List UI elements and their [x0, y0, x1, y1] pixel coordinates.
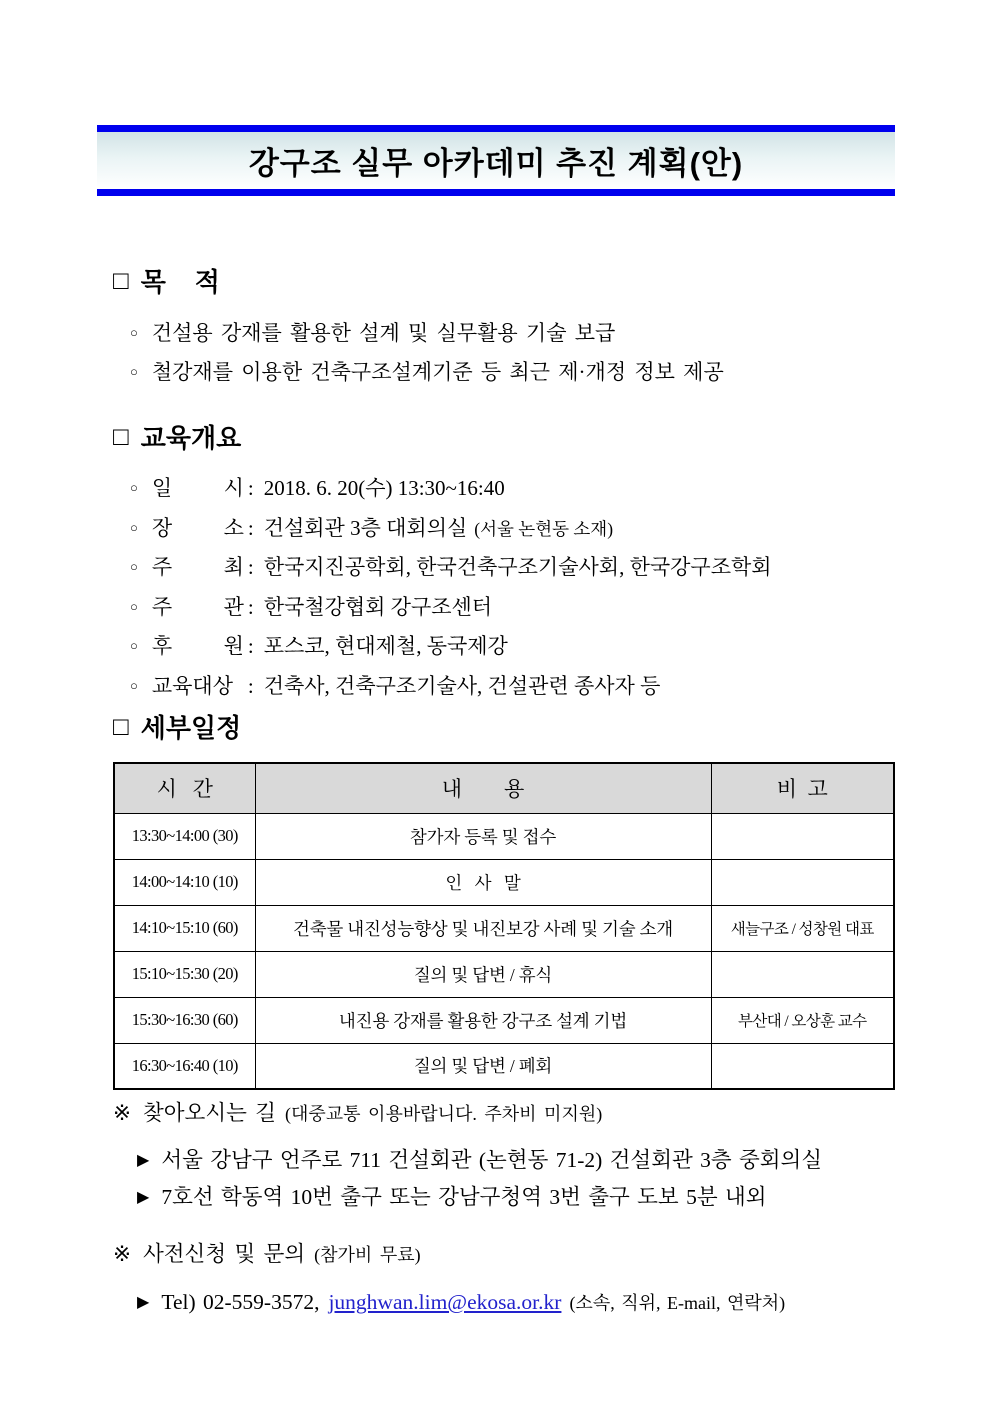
purpose-bullet-2-text: 철강재를 이용한 건축구조설계기준 등 최근 제·개정 정보 제공	[151, 360, 724, 384]
contact-tel-text: Tel) 02-559-3572,	[161, 1290, 320, 1314]
overview-heading	[113, 418, 895, 455]
label-separator: :	[247, 634, 254, 658]
directions-heading-label: 찾아오시는 길	[143, 1101, 277, 1125]
schedule-content: 참가자 등록 및 접수	[255, 813, 711, 859]
contact-heading	[113, 1237, 895, 1268]
email-link[interactable]: junghwan.lim@ekosa.or.kr	[328, 1290, 562, 1314]
purpose-heading-label: 목 적	[140, 267, 220, 297]
label-separator: :	[247, 673, 254, 698]
schedule-time: 15:30~16:30 (60)	[114, 997, 255, 1043]
purpose-bullet-1-text: 건설용 강재를 활용한 설계 및 실무활용 기술 보급	[151, 321, 616, 345]
square-bullet-icon: □	[113, 710, 129, 741]
schedule-time: 16:30~16:40 (10)	[114, 1043, 255, 1089]
schedule-note	[711, 859, 894, 905]
table-row	[114, 951, 894, 997]
title-banner	[97, 125, 895, 196]
circle-bullet-icon: ○	[130, 480, 138, 495]
table-row	[114, 997, 894, 1043]
contact-suffix-note: (소속, 직위, E-mail, 연락처)	[569, 1293, 786, 1313]
schedule-note: 부산대 / 오상훈 교수	[711, 997, 894, 1043]
table-row	[114, 1043, 894, 1089]
section-schedule	[113, 708, 895, 1090]
table-row	[114, 905, 894, 951]
schedule-time: 14:00~14:10 (10)	[114, 859, 255, 905]
column-header-time: 시 간	[114, 763, 255, 813]
schedule-note	[711, 1043, 894, 1089]
section-contact	[113, 1237, 895, 1315]
table-row	[114, 813, 894, 859]
overview-value-note: (서울 논현동 소재)	[474, 518, 614, 539]
schedule-table	[113, 762, 895, 1090]
overview-value: 한국철강협회 강구조센터	[263, 594, 493, 619]
schedule-note: 새늘구조 / 성창원 대표	[711, 905, 894, 951]
schedule-time: 13:30~14:00 (30)	[114, 813, 255, 859]
overview-item-datetime	[113, 470, 895, 510]
purpose-heading	[113, 262, 895, 299]
directions-address-text: 서울 강남구 언주로 711 건설회관 (논현동 71-2) 건설회관 3층 중회의실	[161, 1148, 823, 1172]
overview-label: 주 최	[151, 555, 244, 579]
schedule-heading	[113, 708, 895, 745]
overview-value: 2018. 6. 20(수) 13:30~16:40	[263, 476, 505, 500]
directions-subway-text: 7호선 학동역 10번 출구 또는 강남구청역 3번 출구 도보 5분 내외	[161, 1185, 767, 1209]
circle-bullet-icon: ○	[130, 677, 138, 693]
contact-tel-line	[113, 1289, 895, 1315]
overview-item-sponsor	[113, 628, 895, 668]
circle-bullet-icon: ○	[130, 519, 138, 535]
circle-bullet-icon: ○	[130, 559, 138, 574]
circle-bullet-icon: ○	[130, 638, 138, 653]
overview-label: 교육대상	[151, 673, 234, 698]
schedule-content: 건축물 내진성능향상 및 내진보강 사례 및 기술 소개	[255, 905, 711, 951]
schedule-heading-label: 세부일정	[140, 713, 242, 743]
section-directions	[113, 1096, 895, 1211]
section-overview	[113, 418, 895, 707]
overview-item-venue	[113, 510, 895, 550]
column-header-note: 비 고	[711, 763, 894, 813]
purpose-bullet-1	[113, 315, 895, 354]
overview-item-host	[113, 549, 895, 589]
page-title: 강구조 실무 아카데미 추진 계획(안)	[248, 146, 744, 181]
directions-heading-note: (대중교통 이용바랍니다. 주차비 미지원)	[285, 1104, 603, 1124]
contact-heading-note: (참가비 무료)	[314, 1245, 421, 1265]
square-bullet-icon: □	[113, 420, 129, 451]
reference-mark-icon: ※	[113, 1101, 132, 1125]
triangle-bullet-icon: ▶	[137, 1152, 150, 1169]
overview-value: 건축사, 건축구조기술사, 건설관련 종사자 등	[263, 673, 661, 698]
directions-heading	[113, 1096, 895, 1127]
overview-label: 장 소	[151, 515, 244, 540]
label-separator: :	[247, 476, 254, 500]
overview-value: 포스코, 현대제철, 동국제강	[263, 634, 508, 658]
column-header-content: 내 용	[255, 763, 711, 813]
schedule-content: 질의 및 답변 / 폐회	[255, 1043, 711, 1089]
circle-bullet-icon: ○	[130, 325, 138, 340]
triangle-bullet-icon: ▶	[137, 1189, 150, 1206]
label-separator: :	[247, 594, 254, 619]
overview-value: 건설회관 3층 대회의실	[263, 515, 468, 540]
schedule-content: 질의 및 답변 / 휴식	[255, 951, 711, 997]
label-separator: :	[247, 555, 254, 579]
schedule-time: 14:10~15:10 (60)	[114, 905, 255, 951]
triangle-bullet-icon: ▶	[137, 1294, 150, 1311]
purpose-bullet-2	[113, 354, 895, 393]
schedule-time: 15:10~15:30 (20)	[114, 951, 255, 997]
circle-bullet-icon: ○	[130, 364, 138, 379]
overview-label: 일 시	[151, 476, 244, 500]
overview-item-audience	[113, 668, 895, 708]
table-row	[114, 859, 894, 905]
schedule-note	[711, 813, 894, 859]
schedule-content: 인 사 말	[255, 859, 711, 905]
schedule-note	[711, 951, 894, 997]
reference-mark-icon: ※	[113, 1242, 132, 1266]
overview-label: 후 원	[151, 634, 244, 658]
schedule-content: 내진용 강재를 활용한 강구조 설계 기법	[255, 997, 711, 1043]
directions-item-subway	[113, 1180, 895, 1211]
overview-item-organizer	[113, 589, 895, 629]
contact-heading-label: 사전신청 및 문의	[143, 1242, 306, 1266]
directions-item-address	[113, 1143, 895, 1174]
table-header-row	[114, 763, 894, 813]
overview-heading-label: 교육개요	[140, 423, 242, 453]
label-separator: :	[247, 515, 254, 540]
overview-label: 주 관	[151, 594, 244, 619]
section-purpose	[113, 262, 895, 393]
square-bullet-icon: □	[113, 264, 129, 295]
circle-bullet-icon: ○	[130, 598, 138, 614]
overview-value: 한국지진공학회, 한국건축구조기술사회, 한국강구조학회	[263, 555, 772, 579]
